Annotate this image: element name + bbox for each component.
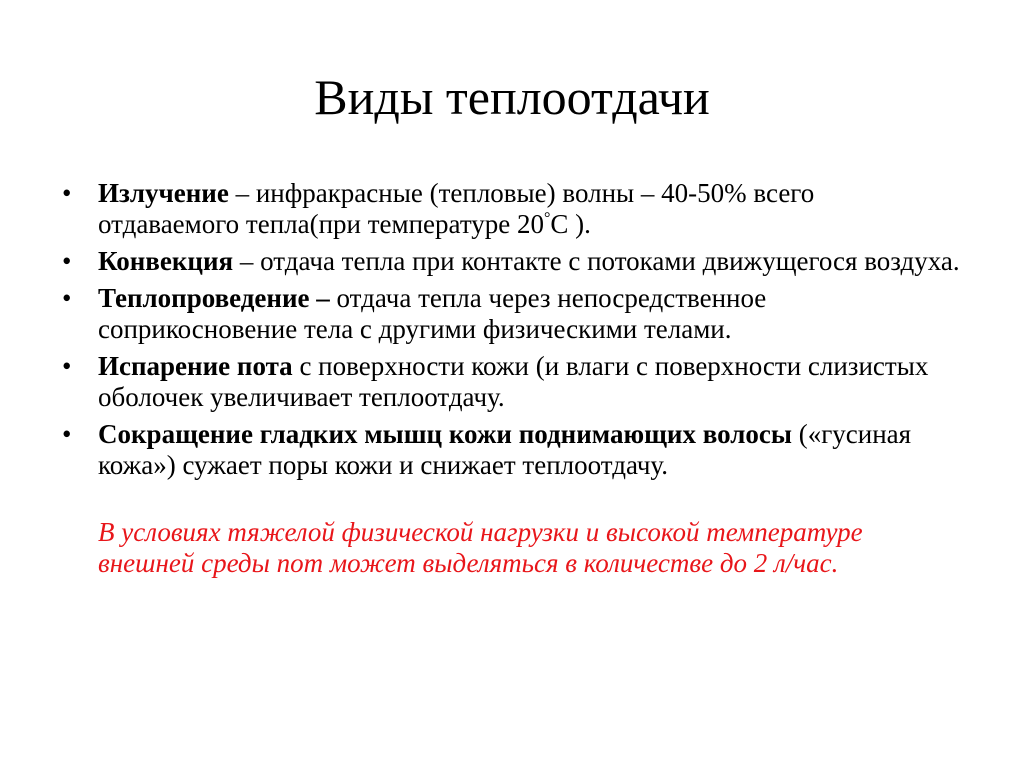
bullet-dot-icon: • — [62, 351, 72, 381]
bullet-item-evaporation — [62, 351, 962, 413]
bullet-term: Излучение — [98, 178, 229, 208]
bullet-dot-icon: • — [62, 419, 72, 449]
bullet-dot-icon: • — [62, 246, 72, 276]
bullet-text: с поверхности кожи (и влаги с поверхности слизистых оболочек увеличивает теплоотдачу. — [98, 351, 929, 412]
bullet-item-muscle-contraction — [62, 419, 962, 481]
bullet-list — [62, 178, 962, 487]
bullet-text-end: C ). — [550, 209, 591, 239]
bullet-term: Сокращение гладких мышц кожи поднимающих волосы — [98, 419, 792, 449]
bullet-text: отдача тепла через непосредственное соприкосновение тела с другими физическими телами. — [98, 283, 767, 344]
bullet-item-convection — [62, 246, 962, 277]
highlight-note: В условиях тяжелой физической нагрузки и высокой температуре внешней среды пот может выделяться в количестве до 2 л/час. — [98, 517, 863, 578]
slide-title: Виды теплоотдачи — [314, 69, 710, 125]
bullet-item-conduction — [62, 283, 962, 345]
bullet-dot-icon: • — [62, 283, 72, 313]
degree-sign: ° — [544, 210, 551, 227]
bullet-item-radiation — [62, 178, 962, 240]
bullet-text: («гусиная кожа») сужает поры кожи и снижает теплоотдачу. — [98, 419, 912, 480]
bullet-term: Испарение пота — [98, 351, 293, 381]
bullet-term: Теплопроведение – — [98, 283, 330, 313]
bullet-term: Конвекция — [98, 246, 234, 276]
bullet-text: – отдача тепла при контакте с потоками движущегося воздуха. — [233, 246, 960, 276]
bullet-text: – инфракрасные (тепловые) волны – 40-50% всего отдаваемого тепла(при температуре 20 — [98, 178, 815, 239]
bullet-dot-icon: • — [62, 178, 72, 208]
